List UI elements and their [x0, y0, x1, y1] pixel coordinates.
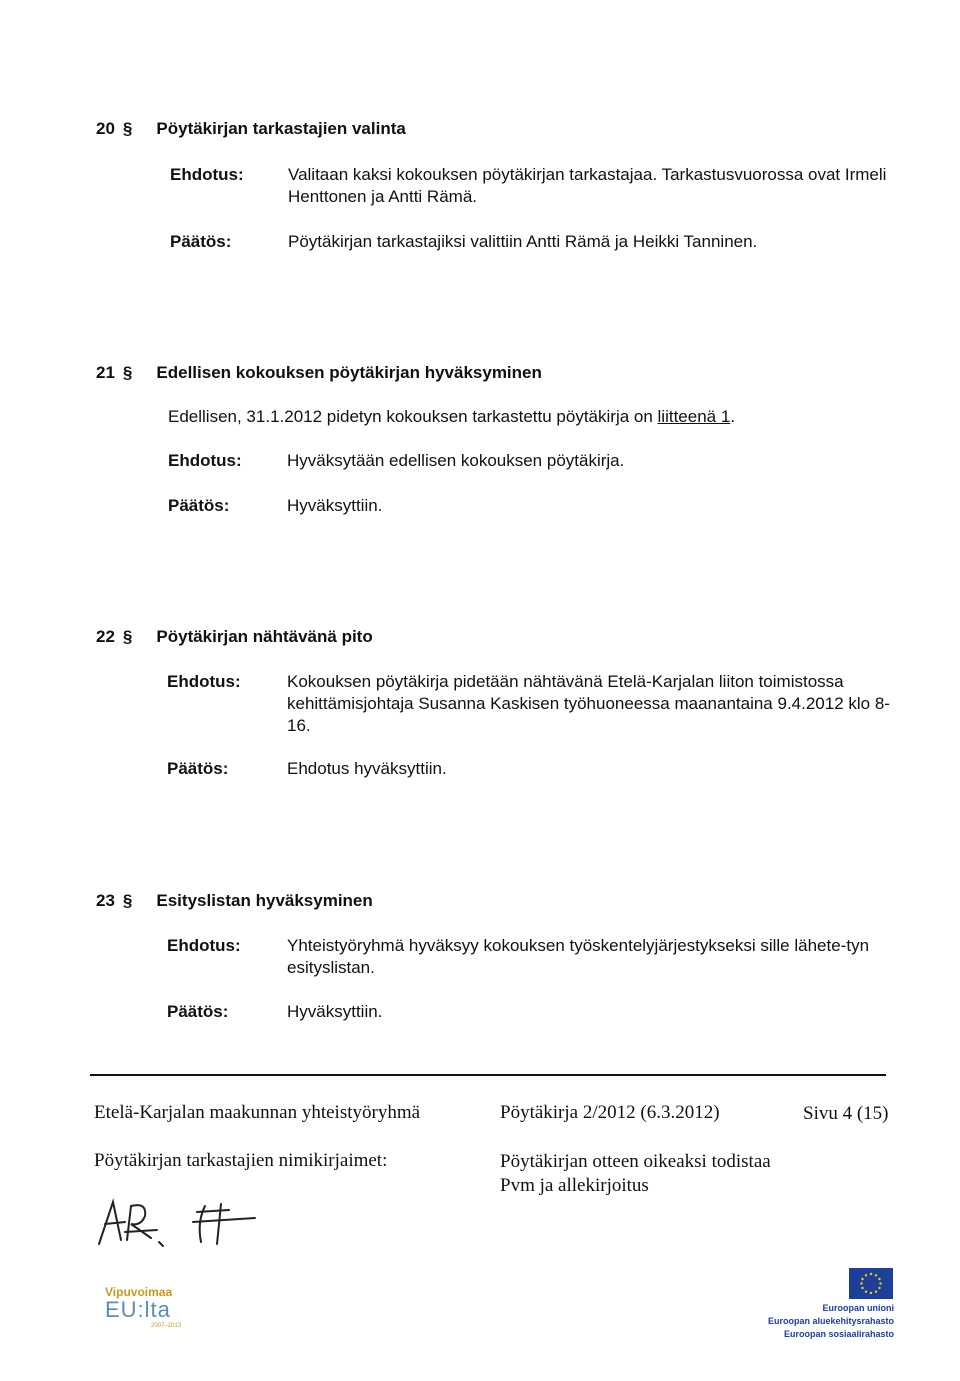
eu-line-1: Euroopan unioni	[822, 1303, 894, 1313]
paatos-text: Hyväksyttiin.	[287, 1002, 383, 1021]
section-symbol: §	[122, 119, 133, 138]
ehdotus-text: Valitaan kaksi kokouksen pöytäkirjan tarkastajaa. Tarkastusvuorossa ovat Irmeli Henttonen ja Antti Rämä.	[288, 165, 887, 206]
paatos-text: Hyväksyttiin.	[287, 496, 383, 515]
intro-text: Edellisen, 31.1.2012 pidetyn kokouksen tarkastettu pöytäkirja on	[168, 407, 658, 426]
section-number: 22	[96, 627, 115, 646]
section-21-heading	[96, 363, 542, 383]
ehdotus-text: Kokouksen pöytäkirja pidetään nähtävänä Etelä-Karjalan liiton toimistossa kehittämisjohtaja Susanna Kaskisen työhuoneessa maanantaina 9.4.2012 klo 8-16.	[287, 672, 890, 735]
section-title: Esityslistan hyväksyminen	[156, 891, 373, 910]
logo-text-main: EU:lta	[105, 1297, 171, 1322]
section-number: 23	[96, 891, 115, 910]
section-symbol: §	[122, 891, 133, 910]
ehdotus-label: Ehdotus:	[168, 451, 242, 470]
section-symbol: §	[122, 627, 133, 646]
ehdotus-label: Ehdotus:	[167, 672, 241, 691]
footer-page: Sivu 4 (15)	[803, 1103, 889, 1124]
paatos-text: Ehdotus hyväksyttiin.	[287, 759, 447, 778]
attachment-link[interactable]: liitteenä 1	[657, 407, 731, 426]
paatos-label: Päätös:	[167, 1002, 229, 1021]
vipuvoimaa-logo	[105, 1285, 205, 1329]
footer-certify-line2: Pvm ja allekirjoitus	[500, 1175, 649, 1196]
handwritten-initials	[95, 1192, 265, 1252]
section-title: Edellisen kokouksen pöytäkirjan hyväksyminen	[156, 363, 542, 382]
section-number: 20	[96, 119, 115, 138]
footer-org: Etelä-Karjalan maakunnan yhteistyöryhmä	[94, 1102, 421, 1123]
eu-flag-icon	[849, 1268, 893, 1299]
footer-certify-line1: Pöytäkirjan otteen oikeaksi todistaa	[500, 1151, 771, 1172]
eu-line-3: Euroopan sosiaalirahasto	[783, 1329, 894, 1339]
logo-text-top: Vipuvoimaa	[105, 1285, 173, 1299]
footer-rule	[90, 1074, 886, 1076]
eu-line-2: Euroopan aluekehitysrahasto	[767, 1316, 894, 1326]
paatos-text: Pöytäkirjan tarkastajiksi valittiin Antti Rämä ja Heikki Tanninen.	[288, 232, 758, 251]
paatos-label: Päätös:	[170, 232, 232, 251]
ehdotus-label: Ehdotus:	[167, 936, 241, 955]
paatos-label: Päätös:	[167, 759, 229, 778]
intro-end: .	[730, 407, 736, 426]
footer-signers-label: Pöytäkirjan tarkastajien nimikirjaimet:	[94, 1150, 388, 1171]
section-title: Pöytäkirjan tarkastajien valinta	[156, 119, 406, 138]
intro-paragraph	[168, 407, 735, 427]
logo-text-years: 2007–2013	[151, 1323, 182, 1329]
ehdotus-text: Yhteistyöryhmä hyväksyy kokouksen työskentelyjärjestykseksi sille lähete-tyn esityslistan.	[287, 936, 870, 977]
ehdotus-text: Hyväksytään edellisen kokouksen pöytäkirja.	[287, 451, 625, 470]
footer-doc: Pöytäkirja 2/2012 (6.3.2012)	[500, 1102, 720, 1123]
eu-text-block	[768, 1302, 894, 1341]
section-22-heading	[96, 627, 373, 647]
section-20-heading	[96, 119, 406, 139]
section-title: Pöytäkirjan nähtävänä pito	[156, 627, 373, 646]
section-number: 21	[96, 363, 115, 382]
section-23-heading	[96, 891, 373, 911]
section-symbol: §	[122, 363, 133, 382]
ehdotus-label: Ehdotus:	[170, 165, 244, 184]
paatos-label: Päätös:	[168, 496, 230, 515]
